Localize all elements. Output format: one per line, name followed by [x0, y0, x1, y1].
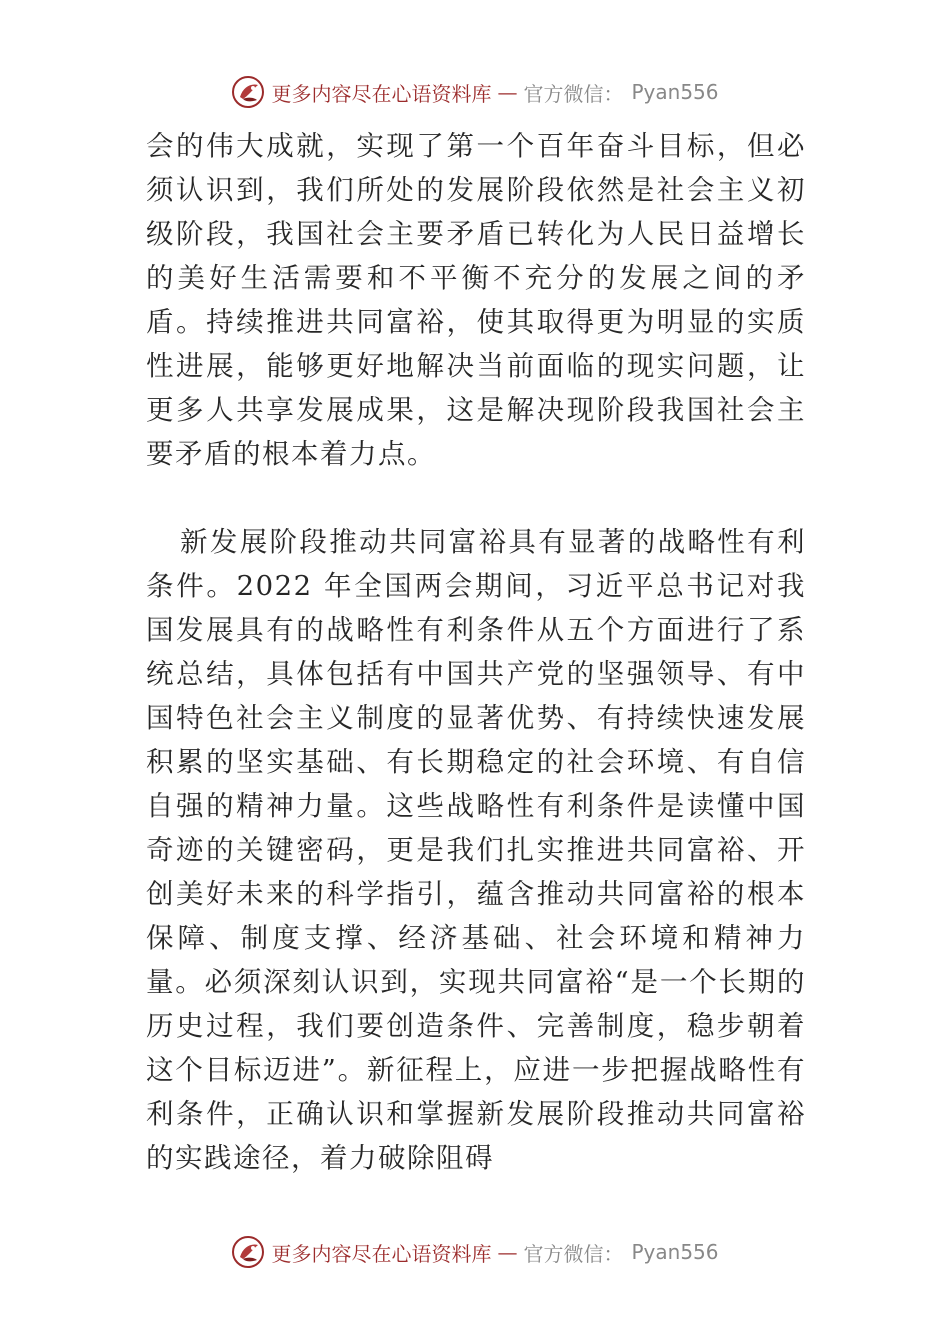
document-body: [146, 124, 806, 1180]
red-lotus-logo-icon: [231, 1235, 265, 1269]
header-wechat-id: Pyan556: [631, 80, 719, 104]
header-banner: [0, 72, 950, 112]
paragraph-1: 会的伟大成就，实现了第一个百年奋斗目标，但必须认识到，我们所处的发展阶段依然是社会主义初级阶段，我国社会主要矛盾已转化为人民日益增长的美好生活需要和不平衡不充分的发展之间的矛盾。持续推进共同富裕，使其取得更为明显的实质性进展，能够更好地解决当前面临的现实问题，让更多人共享发展成果，这是解决现阶段我国社会主要矛盾的根本着力点。: [146, 130, 806, 470]
header-site-name: 更多内容尽在心语资料库: [271, 81, 492, 106]
footer-banner: [0, 1232, 950, 1272]
header-wechat-label: 官方微信：: [523, 81, 624, 106]
red-lotus-logo-icon: [231, 75, 265, 109]
paragraph-2: 新发展阶段推动共同富裕具有显著的战略性有利条件。2022 年全国两会期间，习近平总书记对我国发展具有的战略性有利条件从五个方面进行了系统总结，具体包括有中国共产党的坚强领导、有中国特色社会主义制度的显著优势、有持续快速发展积累的坚实基础、有长期稳定的社会环境、有自信自强的精神力量。这些战略性有利条件是读懂中国奇迹的关键密码，更是我们扎实推进共同富裕、开创美好未来的科学指引，蕴含推动共同富裕的根本保障、制度支撑、经济基础、社会环境和精神力量。必须深刻认识到，实现共同富裕“是一个长期的历史过程，我们要创造条件、完善制度，稳步朝着这个目标迈进”。新征程上，应进一步把握战略性有利条件，正确认识和掌握新发展阶段推动共同富裕的实践途径，着力破除阻碍: [146, 526, 806, 1174]
footer-wechat-id: Pyan556: [631, 1240, 719, 1264]
header-dash: —: [497, 80, 518, 104]
footer-dash: —: [497, 1240, 518, 1264]
footer-site-name: 更多内容尽在心语资料库: [271, 1241, 492, 1266]
footer-wechat-label: 官方微信：: [523, 1241, 624, 1266]
